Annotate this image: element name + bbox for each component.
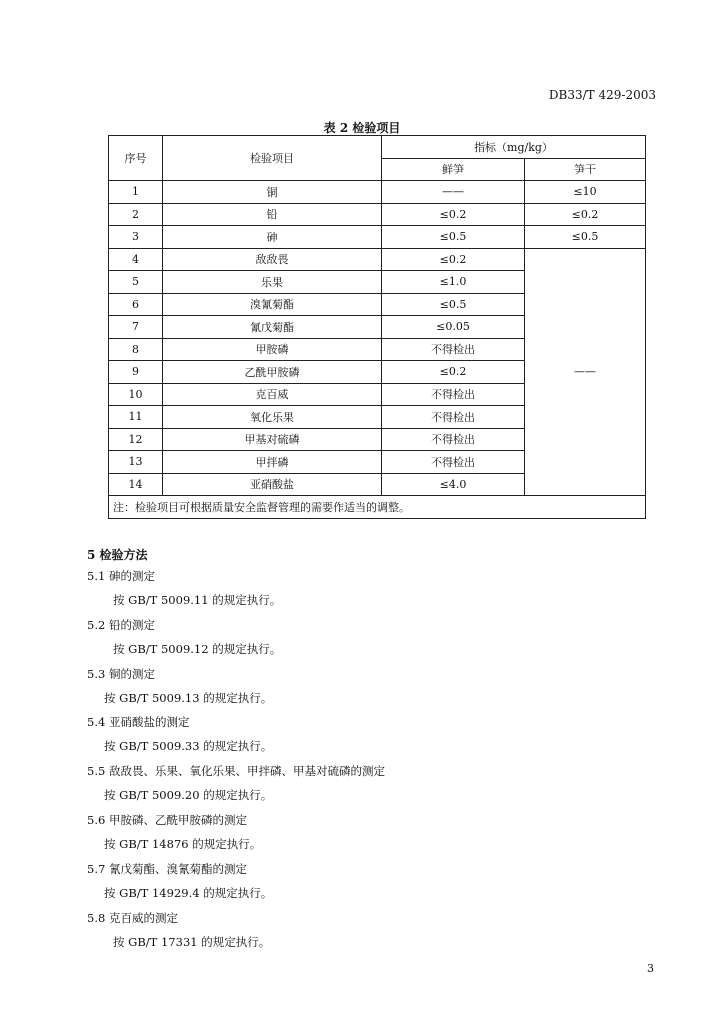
row-item: 氧化乐果: [163, 406, 382, 429]
header-item: 检验项目: [163, 136, 382, 181]
subsection-title: 5.4 亚硝酸盐的测定: [87, 715, 190, 730]
row-fresh-value: ≤1.0: [382, 271, 525, 294]
row-item: 克百威: [163, 383, 382, 406]
row-dry-value: ≤10: [525, 181, 646, 204]
row-fresh-value: ≤0.2: [382, 361, 525, 384]
row-item: 甲基对硫磷: [163, 428, 382, 451]
subsection-title: 5.8 克百威的测定: [87, 910, 178, 925]
dry-merged-value: ——: [525, 248, 646, 496]
subsection-body: 按 GB/T 5009.20 的规定执行。: [104, 788, 273, 803]
table-row: [109, 226, 646, 249]
row-item: 铜: [163, 181, 382, 204]
table-note-row: [109, 496, 646, 519]
row-number: 6: [109, 293, 163, 316]
row-number: 1: [109, 181, 163, 204]
table-row: [109, 248, 646, 271]
row-item: 敌敌畏: [163, 248, 382, 271]
row-fresh-value: 不得检出: [382, 383, 525, 406]
row-dry-value: ≤0.5: [525, 226, 646, 249]
header-seq: 序号: [109, 136, 163, 181]
section-heading: 5 检验方法: [87, 548, 148, 562]
subsection-title: 5.7 氰戊菊酯、溴氰菊酯的测定: [87, 861, 247, 876]
row-number: 7: [109, 316, 163, 339]
row-item: 甲拌磷: [163, 451, 382, 474]
subsection-body: 按 GB/T 14929.4 的规定执行。: [104, 885, 273, 900]
row-number: 8: [109, 338, 163, 361]
row-number: 14: [109, 473, 163, 496]
header-dry: 笋干: [525, 158, 646, 181]
row-fresh-value: ——: [382, 181, 525, 204]
table-note: 注：检验项目可根据质量安全监督管理的需要作适当的调整。: [109, 496, 646, 519]
row-item: 溴氰菊酯: [163, 293, 382, 316]
row-number: 11: [109, 406, 163, 429]
subsection-body: 按 GB/T 5009.12 的规定执行。: [113, 641, 282, 656]
row-fresh-value: ≤0.5: [382, 226, 525, 249]
row-fresh-value: 不得检出: [382, 451, 525, 474]
table-row: [109, 181, 646, 204]
row-number: 3: [109, 226, 163, 249]
subsection-title: 5.5 敌敌畏、乐果、氧化乐果、甲拌磷、甲基对硫磷的测定: [87, 764, 385, 779]
row-number: 12: [109, 428, 163, 451]
page-number: 3: [647, 962, 654, 975]
subsection-title: 5.1 砷的测定: [87, 569, 155, 583]
row-dry-value: ≤0.2: [525, 203, 646, 226]
row-item: 铅: [163, 203, 382, 226]
subsection-title: 5.2 铅的测定: [87, 617, 155, 632]
row-fresh-value: ≤0.5: [382, 293, 525, 316]
row-number: 2: [109, 203, 163, 226]
row-fresh-value: 不得检出: [382, 406, 525, 429]
row-item: 氰戊菊酯: [163, 316, 382, 339]
subsection-body: 按 GB/T 5009.11 的规定执行。: [113, 593, 282, 607]
row-fresh-value: 不得检出: [382, 428, 525, 451]
header-index: 指标（mg/kg）: [382, 136, 646, 159]
subsection-body: 按 GB/T 5009.13 的规定执行。: [104, 690, 273, 705]
row-number: 4: [109, 248, 163, 271]
subsection-body: 按 GB/T 5009.33 的规定执行。: [104, 739, 273, 754]
row-fresh-value: ≤0.2: [382, 248, 525, 271]
inspection-table: [108, 135, 646, 519]
header-fresh: 鲜笋: [382, 158, 525, 181]
table-row: [109, 203, 646, 226]
row-item: 亚硝酸盐: [163, 473, 382, 496]
subsection-body: 按 GB/T 14876 的规定执行。: [104, 837, 262, 851]
row-item: 甲胺磷: [163, 338, 382, 361]
row-fresh-value: ≤0.05: [382, 316, 525, 339]
row-item: 砷: [163, 226, 382, 249]
row-number: 9: [109, 361, 163, 384]
subsection-title: 5.6 甲胺磷、乙酰甲胺磷的测定: [87, 813, 247, 827]
row-number: 10: [109, 383, 163, 406]
subsection-body: 按 GB/T 17331 的规定执行。: [113, 934, 271, 949]
row-fresh-value: ≤4.0: [382, 473, 525, 496]
row-item: 乐果: [163, 271, 382, 294]
row-fresh-value: ≤0.2: [382, 203, 525, 226]
row-number: 13: [109, 451, 163, 474]
table-header-row: [109, 136, 646, 159]
row-number: 5: [109, 271, 163, 294]
standard-number: DB33/T 429-2003: [548, 88, 656, 102]
row-fresh-value: 不得检出: [382, 338, 525, 361]
table-title: 表 2 检验项目: [323, 121, 401, 135]
subsection-title: 5.3 铜的测定: [87, 666, 155, 681]
row-item: 乙酰甲胺磷: [163, 361, 382, 384]
